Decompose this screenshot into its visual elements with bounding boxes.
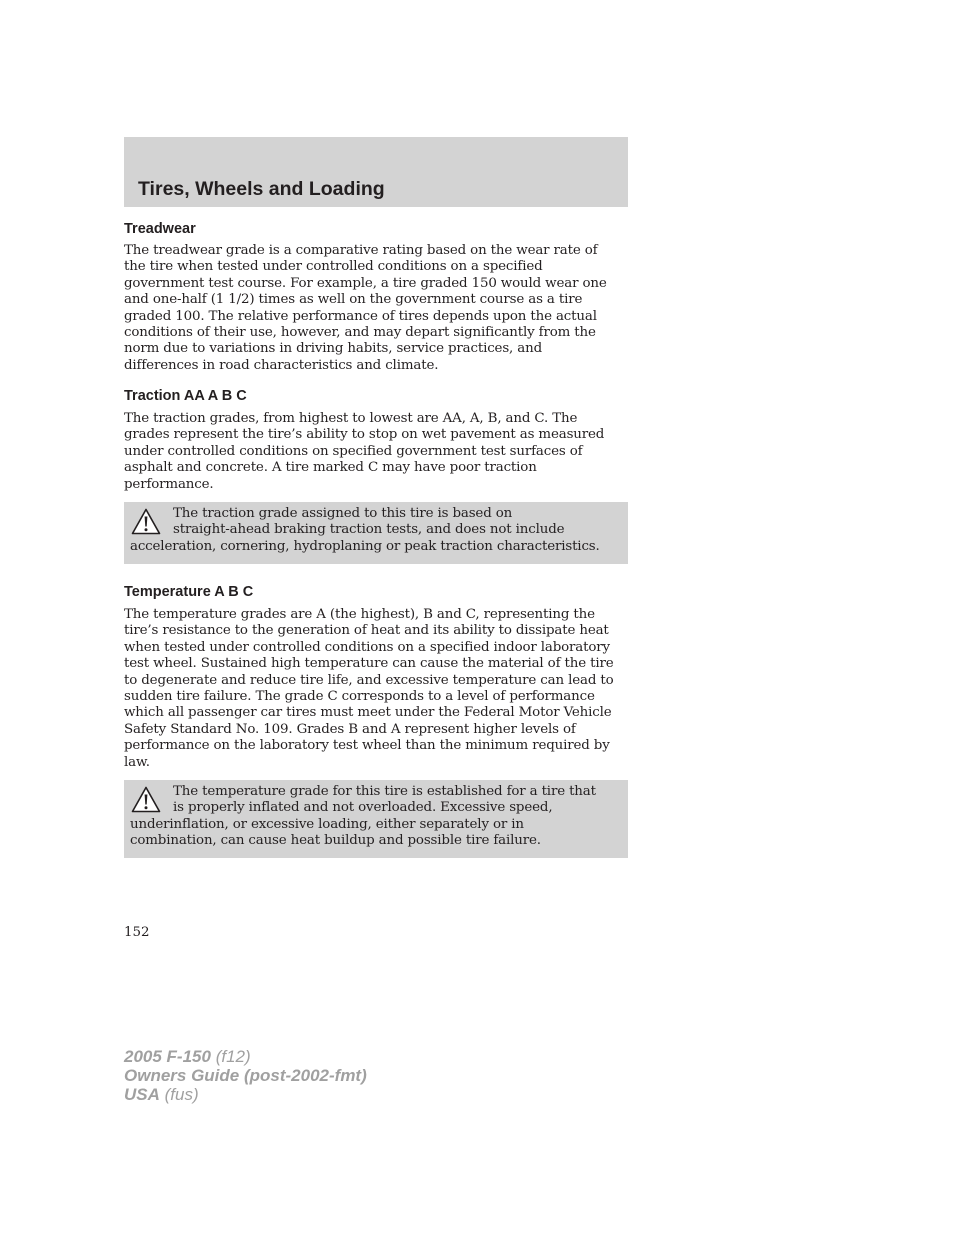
traction-heading: Traction AA A B C xyxy=(124,388,247,404)
footer-model-code: (f12) xyxy=(215,1047,251,1066)
temperature-warning-line: The temperature grade for this tire is established for a tire that xyxy=(173,784,596,799)
treadwear-paragraph xyxy=(124,243,630,374)
treadwear-heading: Treadwear xyxy=(124,221,196,237)
page-title: Tires, Wheels and Loading xyxy=(138,178,385,200)
temperature-warning-text xyxy=(130,784,596,850)
temperature-line: when tested under controlled conditions on a specified indoor laboratory xyxy=(124,639,610,655)
treadwear-line: and one-half (1 1/2) times as well on the government course as a tire xyxy=(124,292,583,308)
treadwear-line: The treadwear grade is a comparative rating based on the wear rate of xyxy=(124,243,598,258)
temperature-warning-box xyxy=(124,780,628,858)
traction-warning-text xyxy=(130,506,600,555)
page-number: 152 xyxy=(124,925,150,940)
treadwear-line: differences in road characteristics and climate. xyxy=(124,357,439,373)
footer-market: USA xyxy=(124,1085,160,1104)
footer-line-guide xyxy=(124,1066,367,1085)
footer-model: 2005 F-150 xyxy=(124,1047,211,1066)
treadwear-line: graded 100. The relative performance of tires depends upon the actual xyxy=(124,308,597,324)
temperature-line: performance on the laboratory test wheel than the minimum required by xyxy=(124,738,610,754)
traction-warning-line: straight-ahead braking traction tests, and does not include xyxy=(173,522,565,538)
document-footer xyxy=(124,1047,367,1104)
traction-line: performance. xyxy=(124,476,214,492)
temperature-heading: Temperature A B C xyxy=(124,584,254,600)
temperature-line: test wheel. Sustained high temperature can cause the material of the tire xyxy=(124,656,614,672)
traction-warning-line: acceleration, cornering, hydroplaning or peak traction characteristics. xyxy=(130,538,600,554)
traction-line: under controlled conditions on specified government test surfaces of xyxy=(124,443,583,459)
footer-line-model xyxy=(124,1047,367,1066)
temperature-warning-line: is properly inflated and not overloaded. Excessive speed, xyxy=(173,800,553,816)
traction-line: The traction grades, from highest to lowest are AA, A, B, and C. The xyxy=(124,411,578,426)
temperature-line: law. xyxy=(124,754,150,770)
temperature-line: The temperature grades are A (the highest), B and C, representing the xyxy=(124,607,595,622)
temperature-warning-line: underinflation, or excessive loading, either separately or in xyxy=(130,816,524,832)
treadwear-line: the tire when tested under controlled conditions on a specified xyxy=(124,259,543,275)
section-header-band xyxy=(124,137,628,207)
temperature-line: Safety Standard No. 109. Grades B and A represent higher levels of xyxy=(124,721,576,737)
treadwear-line: conditions of their use, however, and may depart significantly from the xyxy=(124,325,596,341)
traction-paragraph xyxy=(124,411,630,493)
treadwear-line: government test course. For example, a tire graded 150 would wear one xyxy=(124,275,607,291)
temperature-paragraph xyxy=(124,607,630,771)
traction-line: asphalt and concrete. A tire marked C may have poor traction xyxy=(124,460,537,476)
footer-line-market xyxy=(124,1085,367,1104)
temperature-line: which all passenger car tires must meet under the Federal Motor Vehicle xyxy=(124,705,612,721)
traction-warning-line: The traction grade assigned to this tire is based on xyxy=(173,506,513,521)
temperature-line: tire’s resistance to the generation of heat and its ability to dissipate heat xyxy=(124,623,609,639)
temperature-line: to degenerate and reduce tire life, and excessive temperature can lead to xyxy=(124,672,614,688)
treadwear-line: norm due to variations in driving habits, service practices, and xyxy=(124,341,542,357)
footer-guide: Owners Guide (post-2002-fmt) xyxy=(124,1066,367,1085)
temperature-line: sudden tire failure. The grade C corresponds to a level of performance xyxy=(124,689,595,705)
footer-market-code: (fus) xyxy=(164,1085,199,1104)
temperature-warning-line: combination, can cause heat buildup and possible tire failure. xyxy=(130,833,541,849)
traction-warning-box xyxy=(124,502,628,564)
traction-line: grades represent the tire’s ability to stop on wet pavement as measured xyxy=(124,427,605,443)
